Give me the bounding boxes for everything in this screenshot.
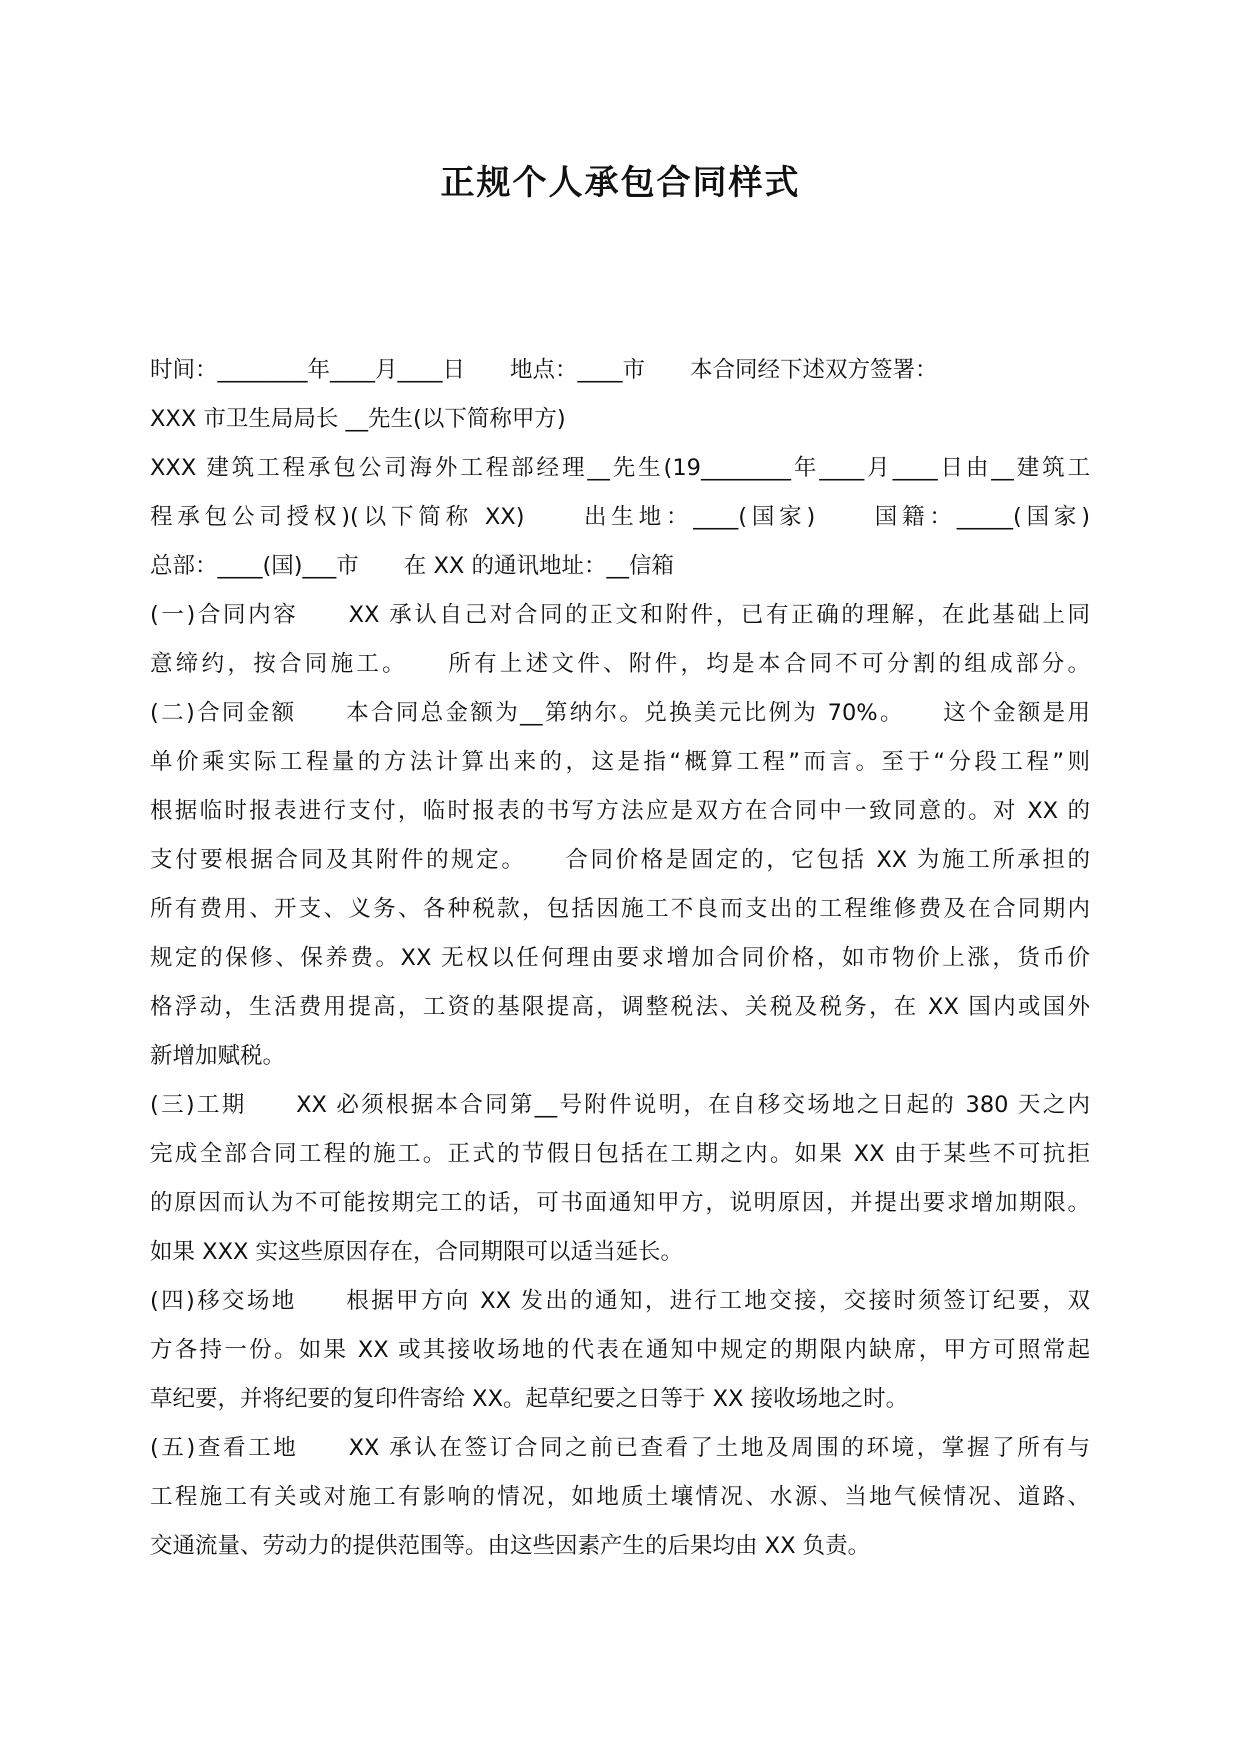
body-line: 支付要根据合同及其附件的规定。 合同价格是固定的，它包括 XX 为施工所承担的 xyxy=(150,847,1090,873)
body-line: 新增加赋税。 xyxy=(150,1043,286,1069)
body-line: 的原因而认为不可能按期完工的话，可书面通知甲方，说明原因，并提出要求增加期限。 xyxy=(150,1190,1090,1216)
body-line: 完成全部合同工程的施工。正式的节假日包括在工期之内。如果 XX 由于某些不可抗拒 xyxy=(150,1141,1090,1167)
body-line: 总部：____(国)___市 在 XX 的通讯地址：__信箱 xyxy=(150,553,674,579)
body-line: 单价乘实际工程量的方法计算出来的，这是指“概算工程”而言。至于“分段工程”则 xyxy=(150,749,1090,775)
body-line: 规定的保修、保养费。XX 无权以任何理由要求增加合同价格，如市物价上涨，货币价 xyxy=(150,945,1090,971)
body-line: 根据临时报表进行支付，临时报表的书写方法应是双方在合同中一致同意的。对 XX 的 xyxy=(150,798,1090,824)
body-line: 程承包公司授权)(以下简称 XX) 出生地：____(国家) 国籍：_____(国家) xyxy=(150,504,1090,530)
body-line: (三)工期 XX 必须根据本合同第__号附件说明，在自移交场地之日起的 380 天之内 xyxy=(150,1092,1090,1118)
body-line: 交通流量、劳动力的提供范围等。由这些因素产生的后果均由 XX 负责。 xyxy=(150,1533,871,1559)
body-line: 工程施工有关或对施工有影响的情况，如地质土壤情况、水源、当地气候情况、道路、 xyxy=(150,1484,1090,1510)
body-line: (一)合同内容 XX 承认自己对合同的正文和附件，已有正确的理解，在此基础上同 xyxy=(150,602,1090,628)
body-line: XXX 市卫生局局长 __先生(以下简称甲方) xyxy=(150,406,566,432)
body-line: 格浮动，生活费用提高，工资的基限提高，调整税法、关税及税务，在 XX 国内或国外 xyxy=(150,994,1090,1020)
body-line: 意缔约，按合同施工。 所有上述文件、附件，均是本合同不可分割的组成部分。 xyxy=(150,651,1090,677)
body-line: XXX 建筑工程承包公司海外工程部经理__先生(19________年____月____日由__建筑工 xyxy=(150,455,1090,481)
body-line: 方各持一份。如果 XX 或其接收场地的代表在通知中规定的期限内缺席，甲方可照常起 xyxy=(150,1337,1090,1363)
body-line: (二)合同金额 本合同总金额为__第纳尔。兑换美元比例为 70%。 这个金额是用 xyxy=(150,700,1090,726)
body-line: (四)移交场地 根据甲方向 XX 发出的通知，进行工地交接，交接时须签订纪要，双 xyxy=(150,1288,1090,1314)
body-line: 所有费用、开支、义务、各种税款，包括因施工不良而支出的工程维修费及在合同期内 xyxy=(150,896,1090,922)
body-line: 草纪要，并将纪要的复印件寄给 XX。起草纪要之日等于 XX 接收场地之时。 xyxy=(150,1386,909,1412)
document-title: 正规个人承包合同样式 xyxy=(440,163,801,203)
body-line: (五)查看工地 XX 承认在签订合同之前已查看了土地及周围的环境，掌握了所有与 xyxy=(150,1435,1090,1461)
body-line: 时间：________年____月____日 地点：____市 本合同经下述双方签署： xyxy=(150,357,938,383)
document-body xyxy=(150,346,1090,1571)
body-line: 如果 XXX 实这些原因存在，合同期限可以适当延长。 xyxy=(150,1239,684,1265)
